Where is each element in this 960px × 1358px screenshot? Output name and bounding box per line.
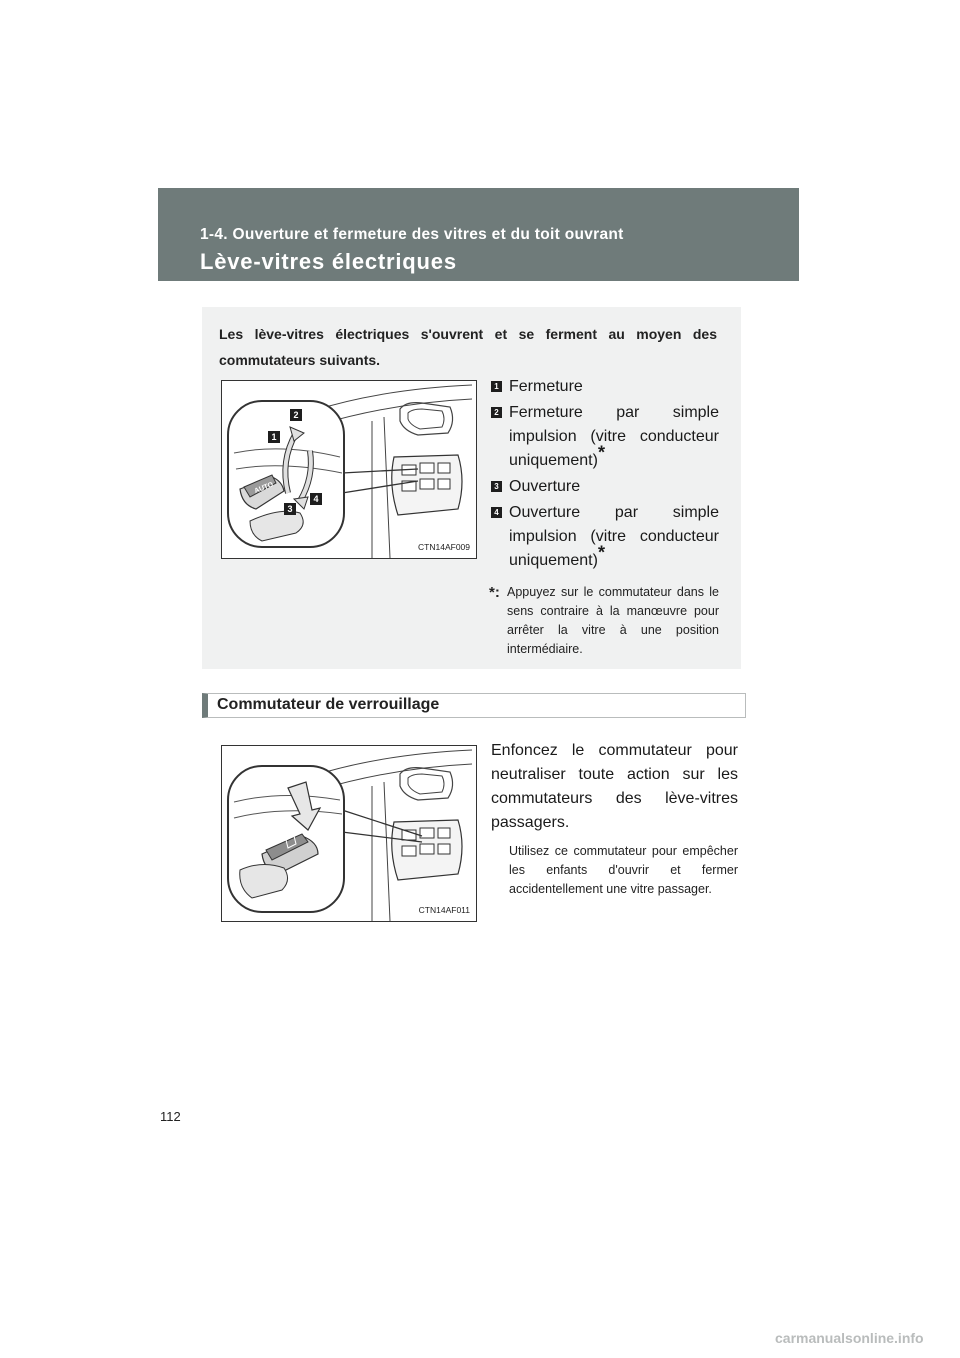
chapter-header xyxy=(158,188,799,281)
svg-text:2: 2 xyxy=(293,410,299,420)
switch-legend xyxy=(489,375,719,659)
legend-item-text: Fermeture xyxy=(509,378,583,395)
intro-text: Les lève-vitres électriques s'ouvrent et se ferment au moyen des commutateurs suivants. xyxy=(219,326,717,368)
lock-switch-heading xyxy=(202,693,746,718)
legend-item-one-touch-closing xyxy=(489,401,719,473)
lock-switch-note: Utilisez ce commutateur pour empêcher les enfants d'ouvrir et fermer accidentellement une vitre passager. xyxy=(509,844,738,896)
figure-code: CTN14AF009 xyxy=(418,542,470,552)
lock-switch-text: Enfoncez le commutateur pour neutraliser toute action sur les commutateurs des lève-vitres passagers. xyxy=(491,742,738,831)
figure-code: CTN14AF011 xyxy=(418,905,470,915)
footnote-mark: *: xyxy=(489,584,500,601)
window-switch-illustration xyxy=(222,381,476,558)
number-badge-4: 4 xyxy=(491,507,502,518)
number-badge-1: 1 xyxy=(491,381,502,392)
footnote-text: Appuyez sur le commutateur dans le sens contraire à la manœuvre pour arrêter la vitre à une position intermédiaire. xyxy=(507,585,719,656)
lock-switch-illustration xyxy=(222,746,476,921)
legend-item-closing xyxy=(489,375,719,399)
legend-item-text: Ouverture par simple impulsion (vitre conducteur uniquement) xyxy=(509,504,719,569)
asterisk-mark: * xyxy=(597,442,605,463)
window-switch-figure xyxy=(221,380,477,559)
asterisk-mark: * xyxy=(597,542,605,563)
lock-switch-figure xyxy=(221,745,477,922)
number-badge-2: 2 xyxy=(491,407,502,418)
legend-item-text: Fermeture par simple impulsion (vitre conducteur uniquement) xyxy=(509,404,719,469)
svg-text:1: 1 xyxy=(271,432,277,442)
footnote xyxy=(489,583,719,659)
svg-text:4: 4 xyxy=(313,494,319,504)
legend-item-one-touch-opening xyxy=(489,501,719,573)
watermark: carmanualsonline.info xyxy=(775,1330,924,1346)
lock-switch-heading-text: Commutateur de verrouillage xyxy=(217,696,440,713)
auto-switch-label: AUTO xyxy=(253,481,275,496)
legend-item-text: Ouverture xyxy=(509,478,581,495)
section-title: 1-4. Ouverture et fermeture des vitres et du toit ouvrant xyxy=(200,226,624,243)
intro-box xyxy=(202,307,741,669)
svg-text:3: 3 xyxy=(287,504,293,514)
page-number: 112 xyxy=(160,1109,181,1124)
number-badge-3: 3 xyxy=(491,481,502,492)
legend-item-opening xyxy=(489,475,719,499)
page-title: Lève-vitres électriques xyxy=(200,249,457,274)
